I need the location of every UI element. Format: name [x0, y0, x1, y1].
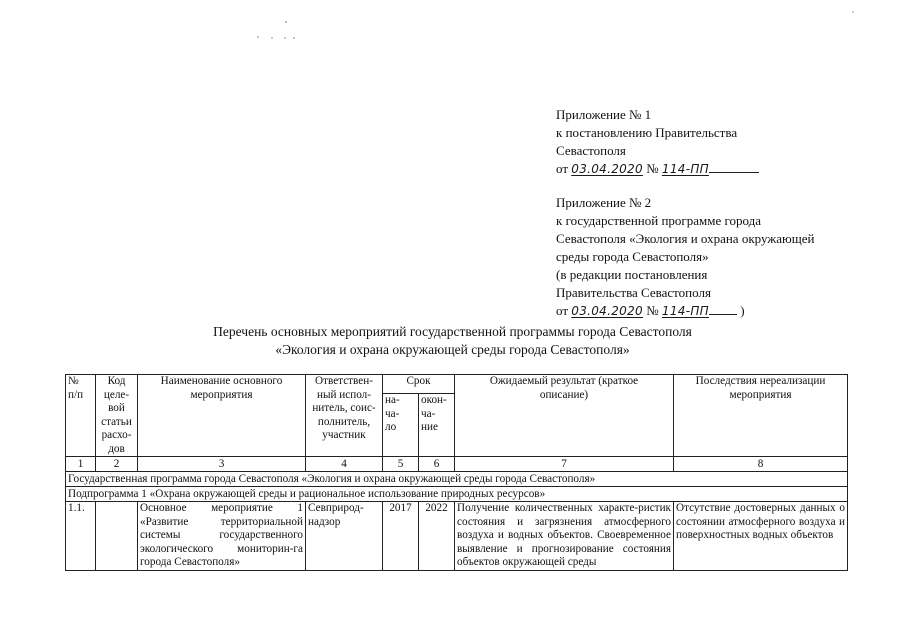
- program-title: Государственная программа города Севастополя «Экология и охрана окружающей среды города Севастополя»: [66, 472, 848, 487]
- number-sign: №: [646, 161, 659, 176]
- subprogram-title: Подпрограмма 1 «Охрана окружающей среды и рациональное использование природных ресурсов»: [66, 487, 848, 502]
- appendix-1-line: Севастополя: [556, 143, 626, 158]
- table-header-row: [66, 375, 848, 394]
- header-code: Код целе- вой статьи расхо- дов: [96, 375, 138, 457]
- appendix-1-line: к постановлению Правительства: [556, 125, 738, 140]
- scan-specks: [0, 0, 905, 40]
- header-name: Наименование основного мероприятия: [138, 375, 306, 457]
- column-number: 3: [138, 457, 306, 472]
- header-start: на- ча- ло: [383, 394, 419, 457]
- handwritten-number: 114-ПП: [661, 304, 709, 318]
- column-number: 4: [306, 457, 383, 472]
- column-number: 2: [96, 457, 138, 472]
- activities-table: [65, 374, 848, 571]
- header-num: № п/п: [66, 375, 96, 457]
- appendix-2-date-line: [556, 302, 856, 320]
- cell-name: Основное мероприятие 1 «Развитие территориальной системы государственного экологического мониторин-га города Севастополя»: [138, 502, 306, 571]
- appendix-2-line: (в редакции постановления: [556, 267, 708, 282]
- number-sign: №: [646, 303, 659, 318]
- underline-blank: [709, 160, 759, 173]
- date-prefix: от: [556, 161, 569, 176]
- handwritten-date: 03.04.2020: [571, 162, 643, 176]
- header-end: окон- ча- ние: [419, 394, 455, 457]
- column-number: 6: [419, 457, 455, 472]
- program-row: [66, 472, 848, 487]
- column-number-row: [66, 457, 848, 472]
- header-result: Ожидаемый результат (краткое описание): [455, 375, 674, 457]
- header-responsible: Ответствен- ный испол- нитель, соис- полнитель, участник: [306, 375, 383, 457]
- subprogram-row: [66, 487, 848, 502]
- closing-paren: ): [740, 303, 745, 318]
- appendix-2-heading: Приложение № 2: [556, 195, 652, 210]
- column-number: 7: [455, 457, 674, 472]
- cell-start: 2017: [383, 502, 419, 571]
- column-number: 1: [66, 457, 96, 472]
- cell-code: [96, 502, 138, 571]
- appendix-1-heading: Приложение № 1: [556, 107, 652, 122]
- cell-num: 1.1.: [66, 502, 96, 571]
- cell-consequences: Отсутствие достоверных данных о состоянии атмосферного воздуха и поверхностных водных объектов: [674, 502, 848, 571]
- column-number: 8: [674, 457, 848, 472]
- date-prefix: от: [556, 303, 569, 318]
- appendix-2-line: Правительства Севастополя: [556, 285, 711, 300]
- appendix-2-line: среды города Севастополя»: [556, 249, 709, 264]
- document-title: [0, 323, 905, 359]
- appendix-2-block: [556, 194, 856, 320]
- cell-result: Получение количественных характе-ристик состояния и загрязнения атмосферного воздуха и водных объектов. Своевременное выявление и прогнозирование состояния объектов окружающей среды: [455, 502, 674, 571]
- header-consequences: Последствия нереализации мероприятия: [674, 375, 848, 457]
- title-line-1: Перечень основных мероприятий государственной программы города Севастополя: [213, 324, 692, 339]
- column-number: 5: [383, 457, 419, 472]
- handwritten-date: 03.04.2020: [571, 304, 643, 318]
- appendix-1-date-line: [556, 160, 856, 178]
- header-term: Срок: [383, 375, 455, 394]
- underline-blank: [709, 302, 737, 315]
- cell-responsible: Севприрод-надзор: [306, 502, 383, 571]
- appendix-1-block: [556, 106, 856, 178]
- handwritten-number: 114-ПП: [661, 162, 709, 176]
- table-row: [66, 502, 848, 571]
- appendix-2-line: к государственной программе города: [556, 213, 762, 228]
- appendix-2-line: Севастополя «Экология и охрана окружающей: [556, 231, 815, 246]
- cell-end: 2022: [419, 502, 455, 571]
- title-line-2: «Экология и охрана окружающей среды города Севастополя»: [275, 342, 630, 357]
